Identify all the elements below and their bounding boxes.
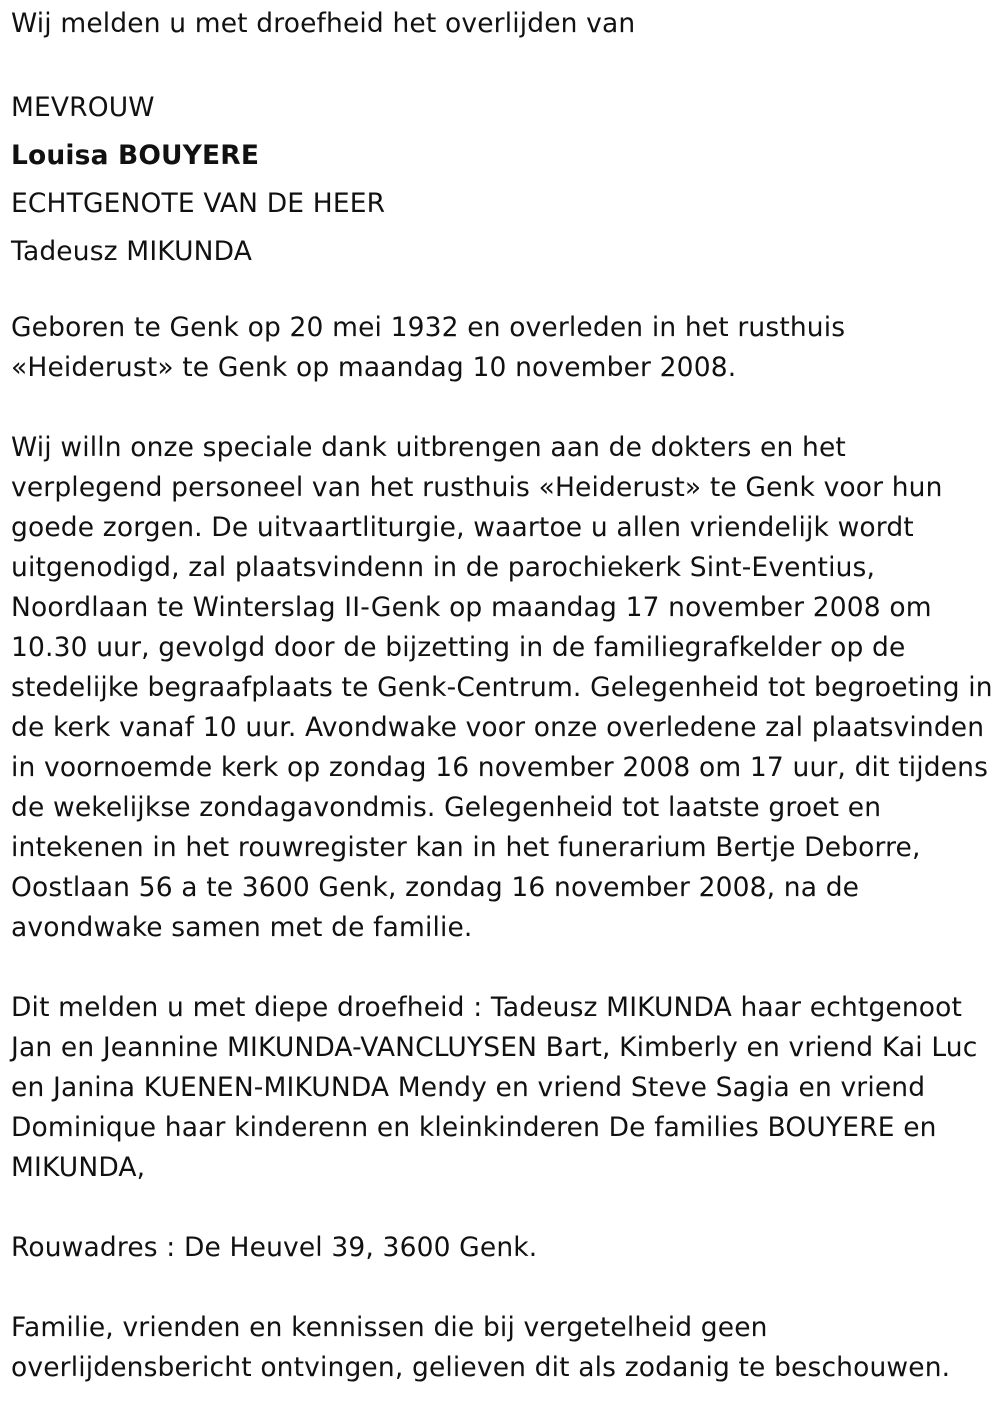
- name-block: [11, 84, 1000, 276]
- spacer: [11, 44, 1000, 84]
- paragraph-line: overlijdensbericht ontvingen, gelieven dit als zodanig te beschouwen.: [11, 1352, 951, 1383]
- paragraph-line: verplegend personeel van het rusthuis «Heiderust» te Genk voor hun: [11, 472, 943, 503]
- paragraph-line: Dominique haar kinderenn en kleinkinderen De families BOUYERE en: [11, 1112, 937, 1143]
- closing-paragraph: [11, 1308, 1000, 1388]
- paragraph-line: MIKUNDA,: [11, 1152, 146, 1183]
- family-paragraph: [11, 988, 1000, 1188]
- spacer: [11, 1268, 1000, 1308]
- spacer: [11, 388, 1000, 428]
- paragraph-line: Jan en Jeannine MIKUNDA-VANCLUYSEN Bart, Kimberly en vriend Kai Luc: [11, 1032, 978, 1063]
- paragraph-line: de wekelijkse zondagavondmis. Gelegenheid tot laatste groet en: [11, 792, 882, 823]
- deceased-name: Louisa BOUYERE: [11, 140, 260, 171]
- paragraph-line: Oostlaan 56 a te 3600 Genk, zondag 16 november 2008, na de: [11, 872, 860, 903]
- paragraph-line: in voornoemde kerk op zondag 16 november 2008 om 17 uur, dit tijdens: [11, 752, 989, 783]
- paragraph-line: Noordlaan te Winterslag II-Genk op maandag 17 november 2008 om: [11, 592, 932, 623]
- paragraph-line: avondwake samen met de familie.: [11, 912, 473, 943]
- salutation: MEVROUW: [11, 92, 155, 123]
- spacer: [11, 276, 1000, 308]
- mourning-address: Rouwadres : De Heuvel 39, 3600 Genk.: [11, 1232, 538, 1263]
- intro-line: Wij melden u met droefheid het overlijden van: [11, 8, 636, 39]
- paragraph-line: Dit melden u met diepe droefheid : Tadeusz MIKUNDA haar echtgenoot: [11, 992, 963, 1023]
- paragraph-line: intekenen in het rouwregister kan in het funerarium Bertje Deborre,: [11, 832, 921, 863]
- spacer: [11, 1188, 1000, 1228]
- paragraph-line: Familie, vrienden en kennissen die bij vergetelheid geen: [11, 1312, 768, 1343]
- paragraph-line: stedelijke begraafplaats te Genk-Centrum. Gelegenheid tot begroeting in: [11, 672, 993, 703]
- paragraph-line: 10.30 uur, gevolgd door de bijzetting in de familiegrafkelder op de: [11, 632, 906, 663]
- birth-death-paragraph: [11, 308, 1000, 388]
- spouse-name: Tadeusz MIKUNDA: [11, 236, 252, 267]
- spacer: [11, 948, 1000, 988]
- paragraph-line: de kerk vanaf 10 uur. Avondwake voor onze overledene zal plaatsvinden: [11, 712, 985, 743]
- thanks-paragraph: [11, 428, 1000, 948]
- paragraph-line: Geboren te Genk op 20 mei 1932 en overleden in het rusthuis: [11, 312, 846, 343]
- relation-line: ECHTGENOTE VAN DE HEER: [11, 188, 386, 219]
- paragraph-line: «Heiderust» te Genk op maandag 10 november 2008.: [11, 352, 737, 383]
- paragraph-line: en Janina KUENEN-MIKUNDA Mendy en vriend Steve Sagia en vriend: [11, 1072, 926, 1103]
- paragraph-line: goede zorgen. De uitvaartliturgie, waartoe u allen vriendelijk wordt: [11, 512, 914, 543]
- paragraph-line: Wij willn onze speciale dank uitbrengen aan de dokters en het: [11, 432, 846, 463]
- paragraph-line: uitgenodigd, zal plaatsvindenn in de parochiekerk Sint-Eventius,: [11, 552, 876, 583]
